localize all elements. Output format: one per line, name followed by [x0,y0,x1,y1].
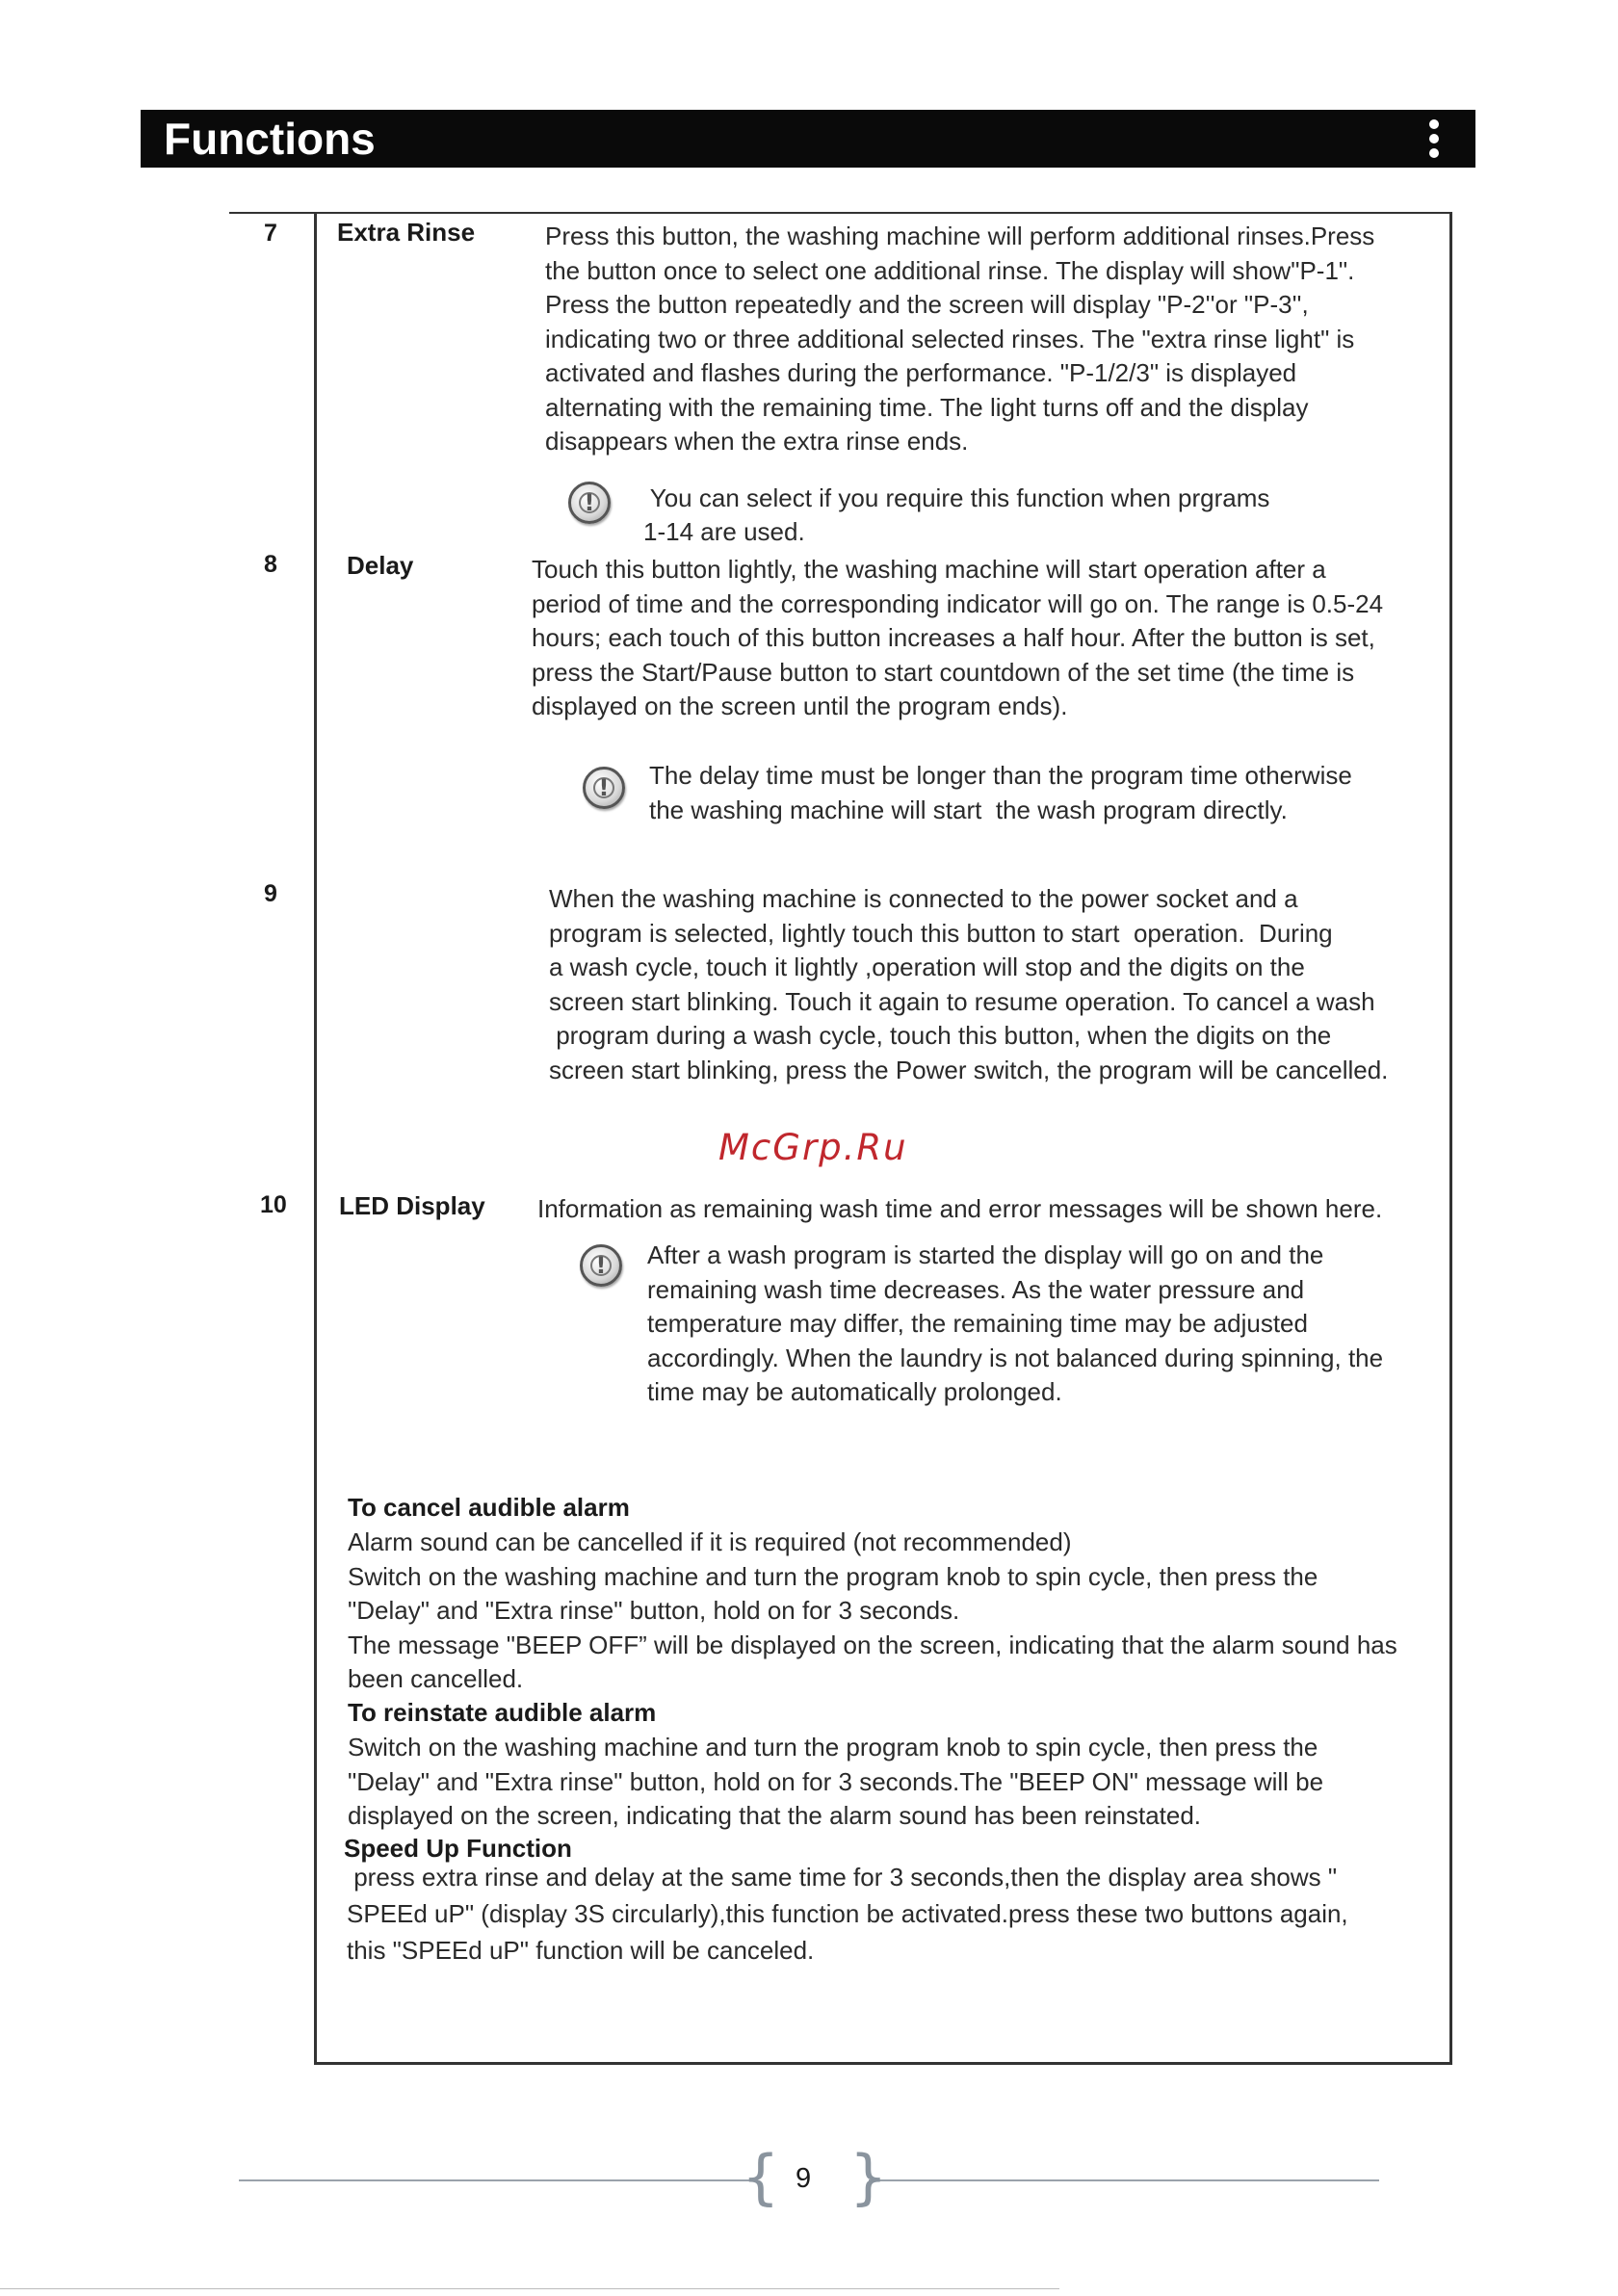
cancel-alarm-text: Alarm sound can be cancelled if it is required (not recommended) Switch on the washing machine and turn the program knob to spin cycle, then press the "Delay" and "Extra rinse" button, hold on for 3 seconds. The message "BEEP OFF” will be displayed on the screen, indicating that the alarm sound has been cancelled. [348,1527,1397,1693]
note-text: 1-14 are used. [643,517,805,546]
note-text: You can select if you require this function when prgrams [643,483,1270,512]
left-brace-icon: { [742,2142,780,2212]
right-brace-icon: } [849,2142,888,2212]
table-left-rule [314,212,317,2065]
row-number: 7 [264,220,277,247]
watermark: McGrp.Ru [718,1127,908,1168]
exclamation-note-icon: ! [580,1244,622,1287]
note-text: After a wash program is started the display will go on and the remaining wash time decreases. As the water pressure and temperature may differ, the remaining time may be adjusted accordingly. When the laundry is not balanced during spinning, the time may be automatically prolonged. [647,1240,1384,1406]
footer-rule-right [869,2179,1379,2181]
row-label-extra-rinse: Extra Rinse [337,218,476,247]
row-label-delay: Delay [347,551,414,580]
row-description: Information as remaining wash time and error messages will be shown here. [537,1194,1383,1223]
reinstate-alarm-heading: To reinstate audible alarm [348,1698,657,1727]
row-number: 9 [264,880,277,907]
exclamation-note-icon: ! [568,482,611,524]
vertical-dots-icon [1429,119,1441,158]
reinstate-alarm-text: Switch on the washing machine and turn the program knob to spin cycle, then press the "Delay" and "Extra rinse" button, hold on for 3 seconds.The "BEEP ON" message will be displayed on the screen, indicating that the alarm sound has been reinstated. [348,1733,1324,1830]
speed-up-heading: Speed Up Function [344,1834,572,1863]
page-number: 9 [796,2163,812,2194]
row-label-led-display: LED Display [339,1191,485,1220]
row-description: Touch this button lightly, the washing machine will start operation after a period of time and the corresponding indicator will go on. The range is 0.5-24 hours; each touch of this button increases a half hour. After the button is set, press the Start/Pause button to start countdown of the set time (the time is displayed on the screen until the program ends). [532,555,1384,720]
table-bottom-rule [314,2062,1452,2065]
row-description: Press this button, the washing machine will perform additional rinses.Press the button once to select one additional rinse. The display will show"P-1". Press the button repeatedly and the screen will display "P-2''or "P-3'', indicating two or three additional selected rinses. The "extra rinse light" is activated and flashes during the performance. "P-1/2/3" is displayed alternating with the remaining time. The light turns off and the display disappears when the extra rinse ends. [545,222,1375,456]
row-number: 10 [260,1191,287,1218]
table-right-rule [1449,212,1452,2065]
header-bar [141,110,1475,168]
speed-up-text: press extra rinse and delay at the same time for 3 seconds,then the display area shows " SPEEd uP" (display 3S circularly),this function be activated.press these two buttons again, this "SPEEd uP" function will be canceled. [347,1863,1348,1965]
row-description: When the washing machine is connected to the power socket and a program is selected, lightly touch this button to start operation. During a wash cycle, touch it lightly ,operation will stop and the digits on the screen start blinking. Touch it again to resume operation. To cancel a wash program during a wash cycle, touch this button, when the digits on the screen start blinking, press the Power switch, the program will be cancelled. [549,884,1389,1084]
note-text: The delay time must be longer than the program time otherwise the washing machine will start the wash program directly. [649,761,1352,824]
exclamation-note-icon: ! [583,767,625,809]
footer-rule-left [239,2179,749,2181]
divider [0,2288,1059,2289]
table-top-rule [229,212,1452,214]
page-title: Functions [164,114,376,164]
row-number: 8 [264,551,277,578]
cancel-alarm-heading: To cancel audible alarm [348,1493,630,1522]
